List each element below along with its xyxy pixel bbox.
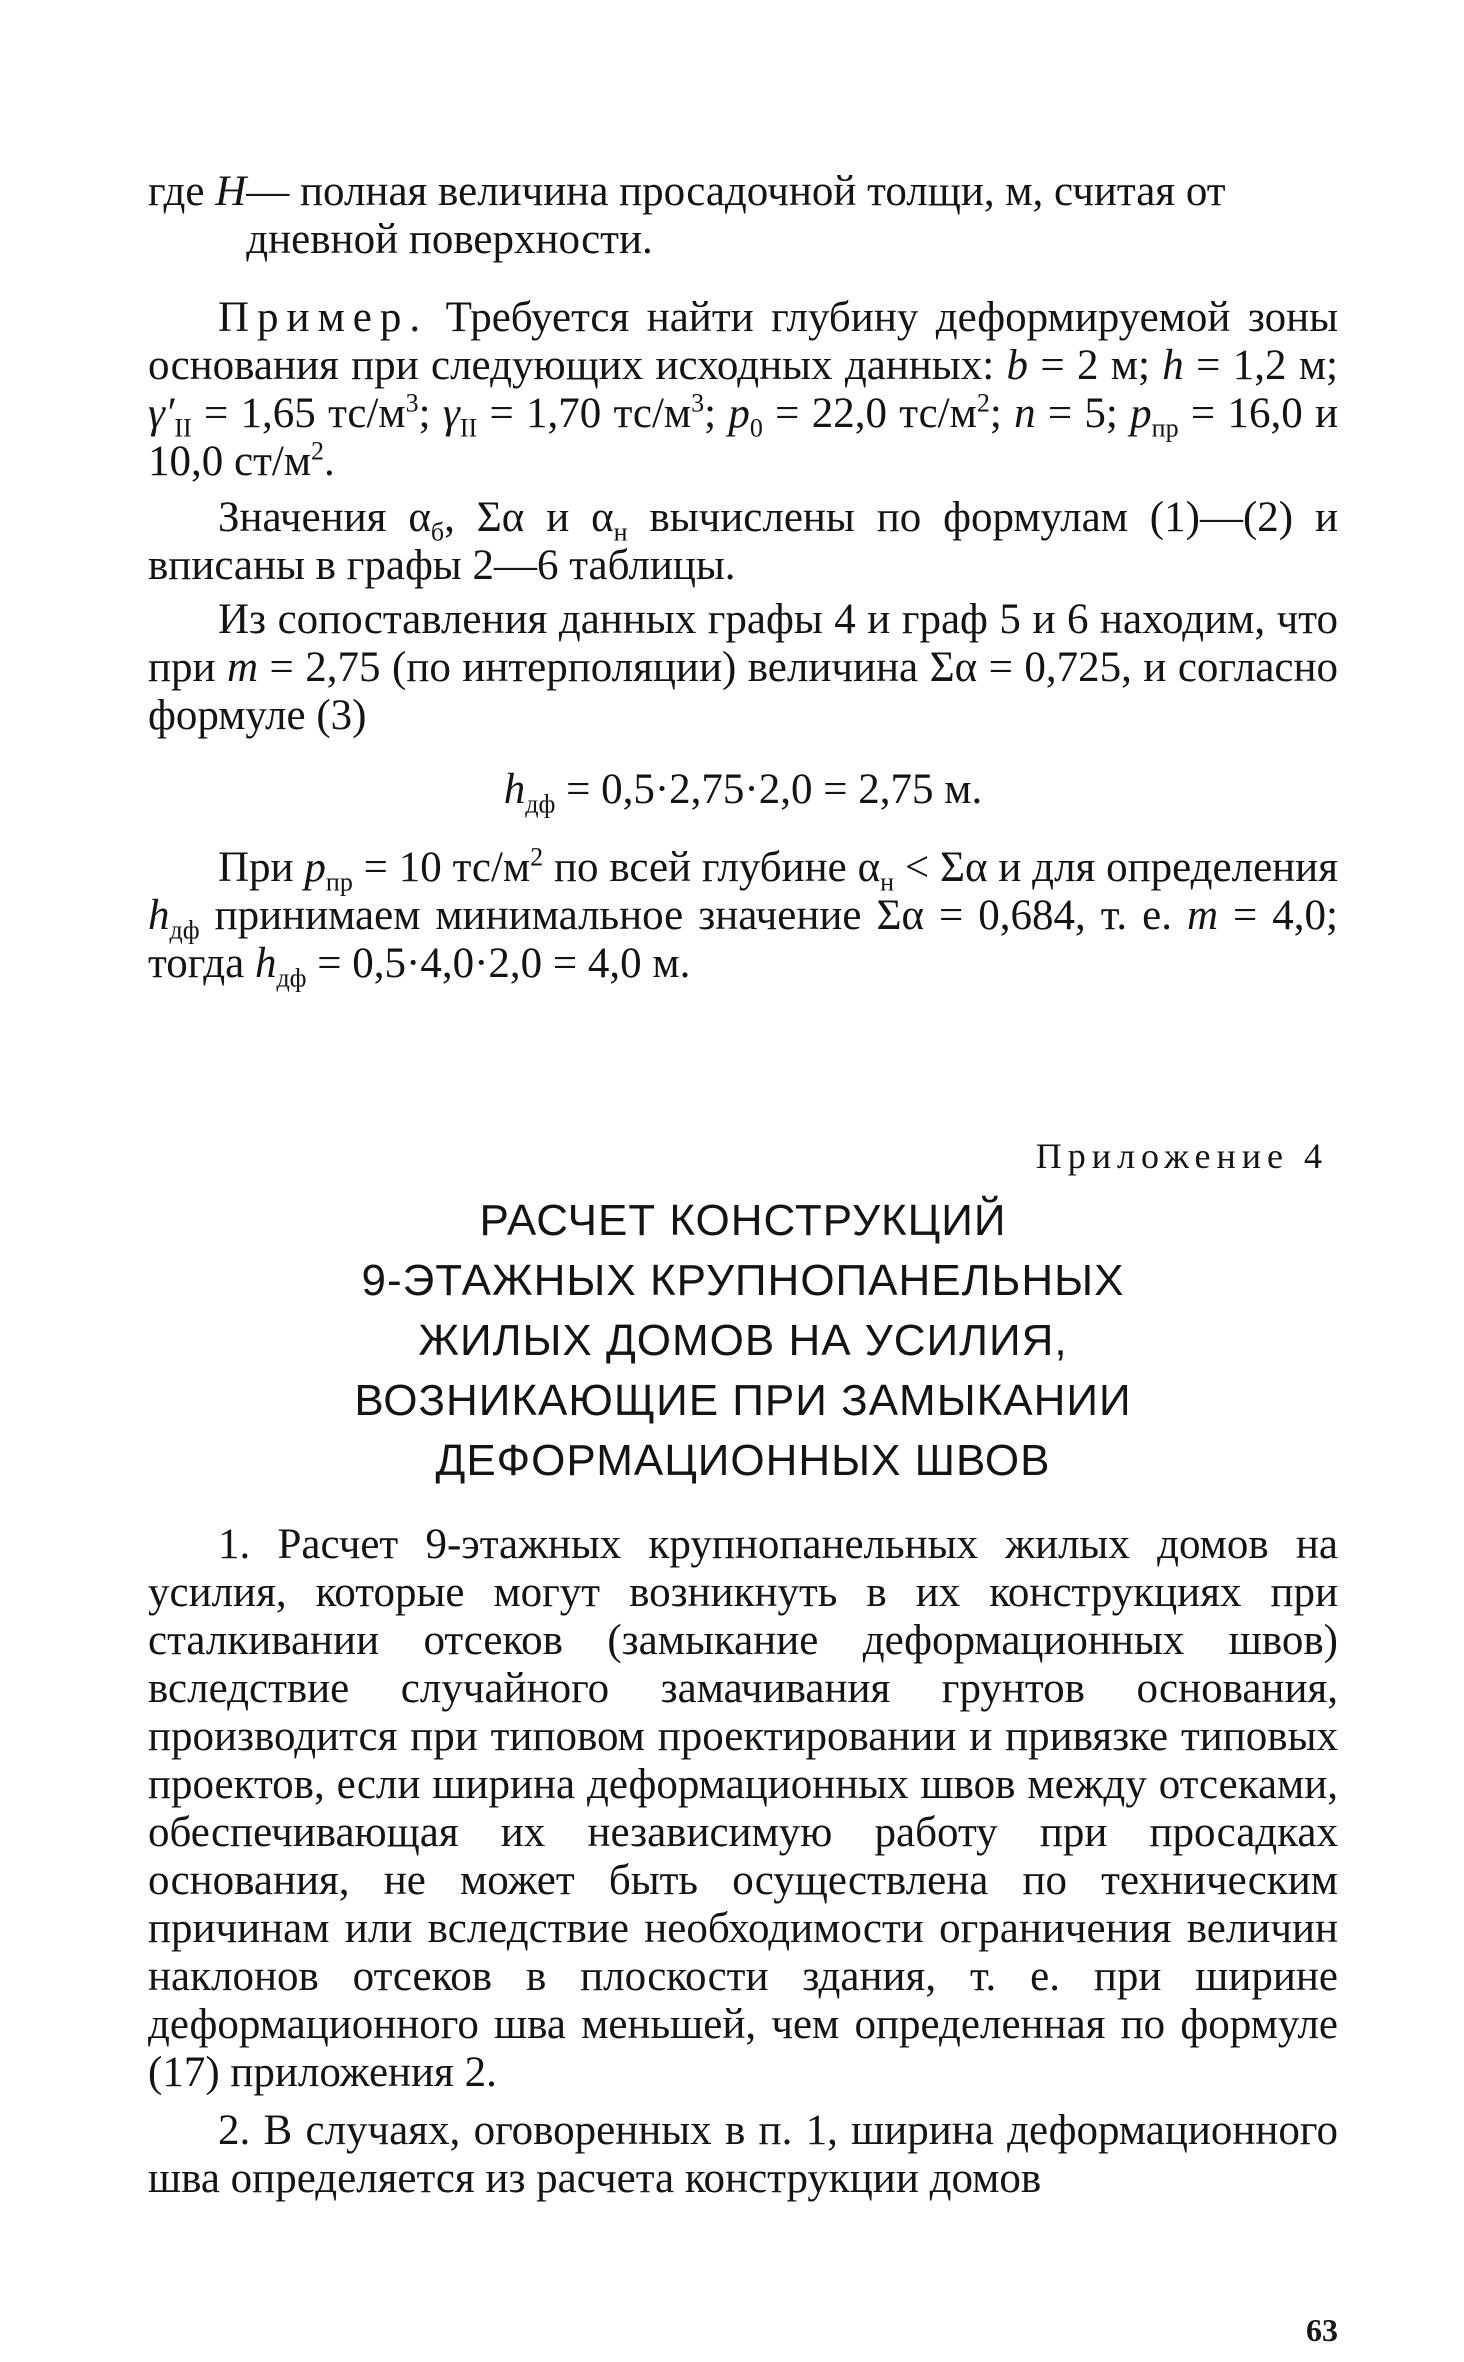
- where-definition: — полная величина просадочной толщи, м, считая от дневной поверхности.: [246, 168, 1226, 263]
- heading-line: ДЕФОРМАЦИОННЫХ ШВОВ: [435, 1436, 1051, 1485]
- where-word: где: [148, 168, 216, 215]
- example-word: Пример.: [218, 294, 429, 341]
- heading-line: ЖИЛЫХ ДОМОВ НА УСИЛИЯ,: [418, 1316, 1068, 1365]
- heading-line: РАСЧЕТ КОНСТРУКЦИЙ: [479, 1196, 1007, 1245]
- heading-line: 9-ЭТАЖНЫХ КРУПНОПАНЕЛЬНЫХ: [361, 1256, 1125, 1305]
- clause-1: 1. Расчет 9-этажных крупнопанельных жилых домов на усилия, которые могут возникнуть в их конструкциях при сталкивании отсеков (замыкание деформационных швов) вследствие случайного замачивания грунтов основания, производится при типовом проектировании и привязке типовых проектов, если ширина деформационных швов между отсеками, обеспечивающая их независимую работу при просадках основания, не может быть осуществлена по техническим причинам или вследствие необходимости ограничения величин наклонов отсеков в плоскости здания, т. е. при ширине деформационного шва меньшей, чем определенная по формуле (17) приложения 2.: [148, 1521, 1338, 2096]
- example-paragraph: Пример. Требуется найти глубину деформируемой зоны основания при следующих исходных данных: b = 2 м; h = 1,2 м; $\gamma'_{II} = 1,65$ $тс/м^3$; $\gamma_{II} = 1,70$ $тс/м^3$; $p_0 = 22,0$ $тс/м^2$; n = 5; $p_{пр} = 16,0$ и 10,0 $ст/м^2$. Значения $\alpha_б$, Σα и $\alpha_н$ вычислены по формулам (1)—(2) и вписаны в графы 2—6 таблицы. Из сопоставления данных графы 4 и граф 5 и 6 находим, что при m = 2,75 (по интерполяции) величина Σα = 0,725, и согласно формуле (3) $h_{дф} = 0,5\cdot 2,75\cdot 2,0 = 2,75$ м. При $p_{пр} = 10$ $тс/м^2$ по всей глубине $\alpha_н < \Sigma\alpha$ и для определения $h_{дф}$ принимаем минимальное значение Σα = 0,684, т. е. m = 4,0; тогда $h_{дф} = 0,5\cdot 4,0\cdot 2,0 = 4,0$ м.: [148, 294, 1338, 993]
- formula-hdf: $h_{дф} = 0,5\cdot 2,75\cdot 2,0 = 2,75$ м.: [503, 766, 983, 819]
- appendix-label: Приложение 4: [1035, 1136, 1328, 1176]
- appendix-section: [148, 1135, 1338, 2203]
- where-clause: [148, 168, 1338, 264]
- page-number: 63: [1306, 2312, 1338, 2348]
- clause-2: 2. В случаях, оговоренных в п. 1, ширина деформационного шва определяется из расчета конструкции домов: [148, 2107, 1338, 2202]
- comparison-paragraph: Из сопоставления данных графы 4 и граф 5 и 6 находим, что при m = 2,75 (по интерполяции) величина Σα = 0,725, и согласно формуле (3): [148, 596, 1338, 739]
- heading-line: ВОЗНИКАЮЩИЕ ПРИ ЗАМЫКАНИИ: [354, 1376, 1132, 1425]
- values-paragraph: Значения $\alpha_б$, Σα и $\alpha_н$ вычислены по формулам (1)—(2) и вписаны в графы 2—6 таблицы.: [148, 494, 1338, 589]
- var-H: H: [215, 168, 247, 215]
- appendix-heading: [148, 1191, 1338, 1491]
- when-paragraph: При $p_{пр} = 10$ $тс/м^2$ по всей глубине $\alpha_н < \Sigma\alpha$ и для определения $h_{дф}$ принимаем минимальное значение Σα = 0,684, т. е. m = 4,0; тогда $h_{дф} = 0,5\cdot 4,0\cdot 2,0 = 4,0$ м.: [148, 842, 1338, 993]
